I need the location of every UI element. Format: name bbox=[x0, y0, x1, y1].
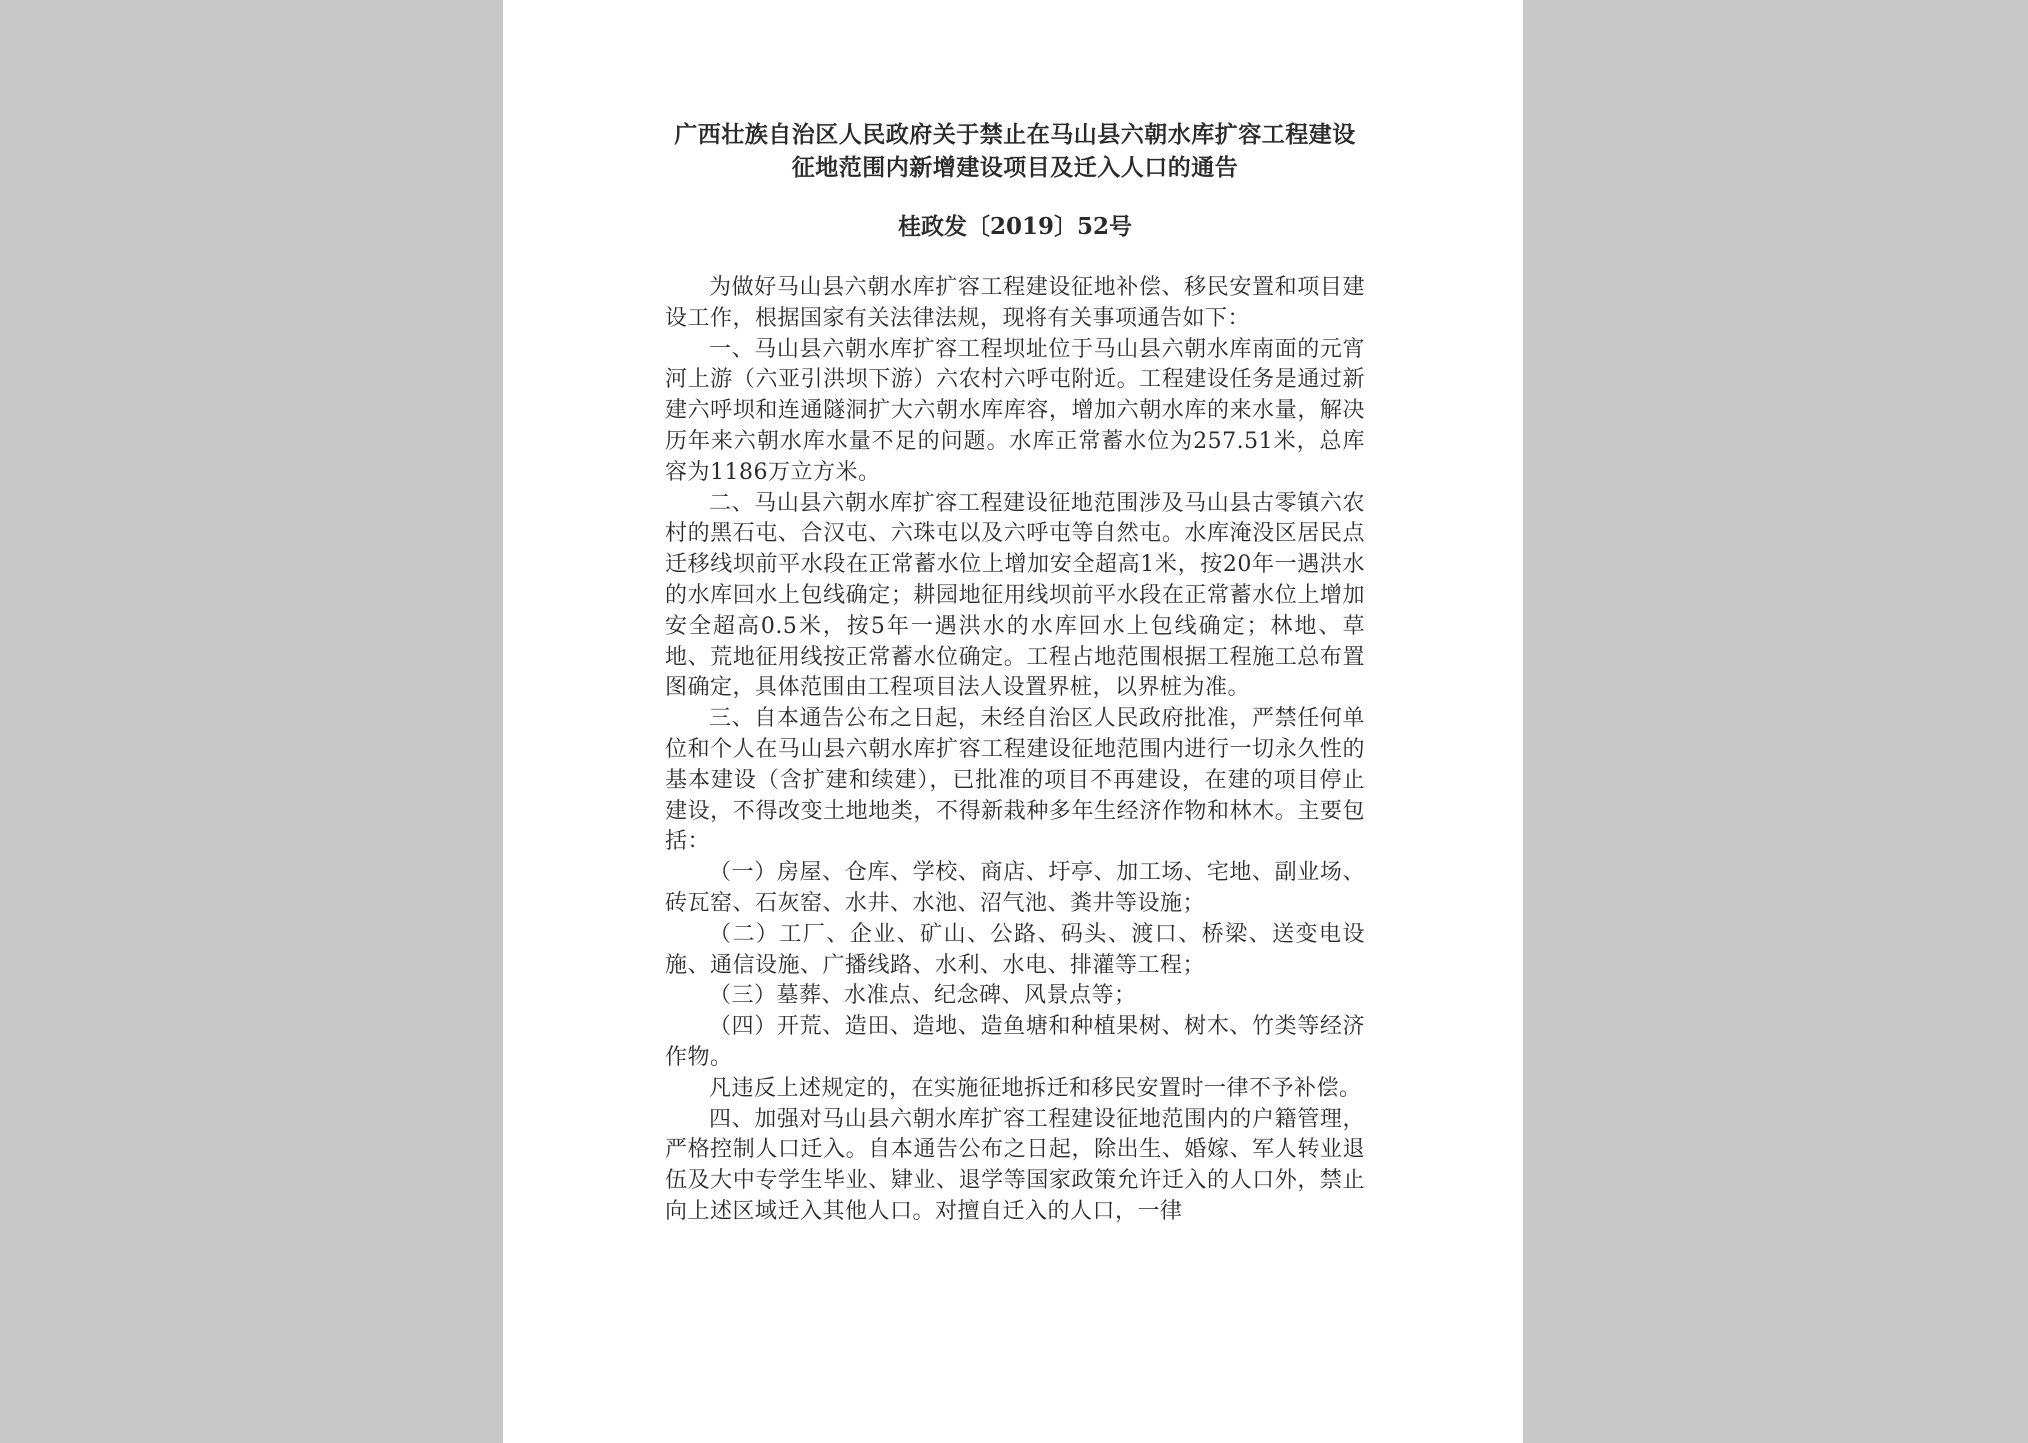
paragraph-intro: 为做好马山县六朝水库扩容工程建设征地补偿、移民安置和项目建设工作，根据国家有关法律法规，现将有关事项通告如下： bbox=[665, 275, 1365, 331]
paragraph-item-1: （一）房屋、仓库、学校、商店、圩亭、加工场、宅地、副业场、砖瓦窑、石灰窑、水井、水池、沼气池、粪井等设施； bbox=[665, 860, 1365, 916]
document-title-line1: 广西壮族自治区人民政府关于禁止在马山县六朝水库扩容工程建设 bbox=[674, 121, 1356, 148]
paragraph-item-2: （二）工厂、企业、矿山、公路、码头、渡口、桥梁、送变电设施、通信设施、广播线路、水利、水电、排灌等工程； bbox=[665, 921, 1365, 978]
document-title-line2: 征地范围内新增建设项目及迁入人口的通告 bbox=[791, 154, 1239, 181]
paragraph-item-4: （四）开荒、造田、造地、造鱼塘和种植果树、树木、竹类等经济作物。 bbox=[665, 1014, 1365, 1070]
paragraph-penalty: 凡违反上述规定的，在实施征地拆迁和移民安置时一律不予补偿。 bbox=[709, 1075, 1362, 1101]
paragraph-item-3: （三）墓葬、水准点、纪念碑、风景点等； bbox=[709, 983, 1137, 1009]
paragraph-section-2: 二、马山县六朝水库扩容工程建设征地范围涉及马山县古零镇六农村的黑石屯、合汉屯、六珠屯以及六呼屯等自然屯。水库淹没区居民点迁移线坝前平水段在正常蓄水位上增加安全超高1米，按20年一遇洪水的水库回水上包线确定；耕园地征用线坝前平水段在正常蓄水位上增加安全超高0.5米，按5年一遇洪水的水库回水上包线确定；林地、草地、荒地征用线按正常蓄水位确定。工程占地范围根据工程施工总布置图确定，具体范围由工程项目法人设置界桩，以界桩为准。 bbox=[665, 490, 1365, 701]
paragraph-section-1: 一、马山县六朝水库扩容工程坝址位于马山县六朝水库南面的元宵河上游（六亚引洪坝下游）六农村六呼屯附近。工程建设任务是通过新建六呼坝和连通隧洞扩大六朝水库库容，增加六朝水库的来水量，解决历年来六朝水库水量不足的问题。水库正常蓄水位为257.51米，总库容为1186万立方米。 bbox=[665, 336, 1365, 485]
document-page bbox=[503, 0, 1523, 1443]
document-content bbox=[665, 118, 1365, 1228]
document-number: 桂政发〔2019〕52号 bbox=[897, 213, 1133, 240]
paragraph-section-4: 四、加强对马山县六朝水库扩容工程建设征地范围内的户籍管理，严格控制人口迁入。自本通告公布之日起，除出生、婚嫁、军人转业退伍及大中专学生毕业、肄业、退学等国家政策允许迁入的人口外，禁止向上述区域迁入其他人口。对擅自迁入的人口，一律 bbox=[665, 1106, 1365, 1224]
paragraph-section-3: 三、自本通告公布之日起，未经自治区人民政府批准，严禁任何单位和个人在马山县六朝水库扩容工程建设征地范围内进行一切永久性的基本建设（含扩建和续建），已批准的项目不再建设，在建的项目停止建设，不得改变土地地类，不得新栽种多年生经济作物和林木。主要包括： bbox=[665, 706, 1365, 855]
